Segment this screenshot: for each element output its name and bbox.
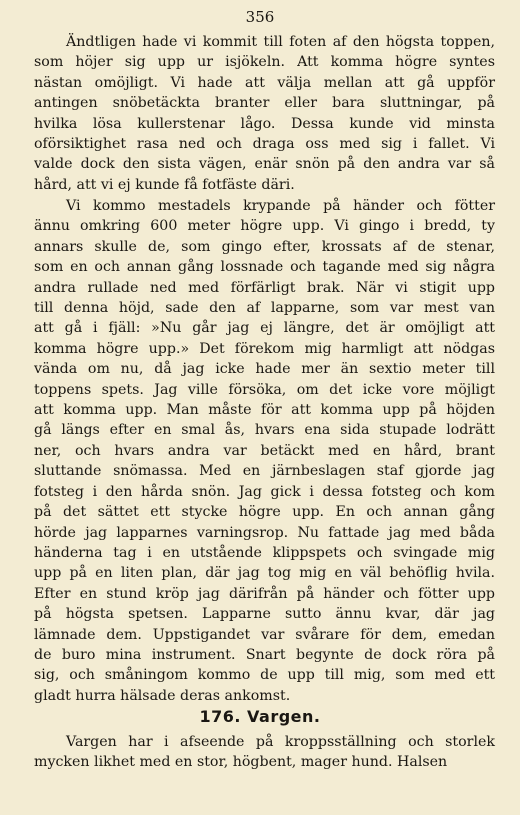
text-line: mycken likhet med en stor, högbent, mager hund. Halsen — [34, 754, 448, 771]
text-line: toppens spets. Jag ville försöka, om det icke vore möjligt — [34, 381, 495, 398]
text-line: hörde jag lapparnes varningsrop. Nu fattade jag med båda — [34, 524, 495, 541]
text-line: Efter en stund kröp jag därifrån på händer och fötter upp — [34, 585, 495, 602]
text-line: antingen snöbetäckta branter eller bara sluttningar, på — [34, 95, 495, 112]
text-line: ner, och hvars andra var betäckt med en hård, brant — [34, 442, 495, 459]
text-line: lämnade dem. Uppstigandet var svårare för dem, emedan — [34, 626, 495, 643]
text-line: som en och annan gång lossnade och tagande med sig några — [34, 259, 495, 276]
text-line: till denna höjd, sade den af lapparne, som var mest van — [34, 300, 495, 317]
text-line: hvilka lösa kullerstenar lågo. Dessa kunde vid minsta — [34, 115, 495, 132]
text-line: sig, och småningom kommo de upp till mig, som med ett — [34, 667, 495, 684]
text-line: Ändtligen hade vi kommit till foten af den högsta toppen, — [66, 34, 495, 50]
text-line: på det sättet ett stycke högre upp. En och annan gång — [34, 504, 495, 521]
text-line: nästan omöjligt. Vi hade att välja mellan att gå uppför — [34, 74, 495, 91]
text-line: hård, att vi ej kunde få fotfäste däri. — [34, 176, 295, 193]
text-line: gå längs efter en smal ås, hvars ena sida stupade lodrätt — [34, 422, 495, 439]
section-heading: 176. Vargen. — [199, 707, 321, 726]
paragraph-3 — [34, 732, 495, 773]
text-line: fotsteg i den hårda snön. Jag gick i dessa fotsteg och kom — [34, 483, 495, 500]
text-line: oförsiktighet rasa ned och draga oss med sig i fallet. Vi — [34, 136, 495, 153]
text-line: upp på en liten plan, där jag tog mig en väl behöflig hvila. — [34, 565, 495, 582]
text-line: som höjer sig upp ur isjökeln. Att komma högre syntes — [34, 54, 495, 71]
text-line: vända om nu, då jag icke hade mer än sextio meter till — [34, 361, 495, 378]
paragraph-2 — [34, 196, 495, 706]
text-line: händerna tag i en utstående klippspets och svingade mig — [34, 544, 495, 561]
text-line: sluttande snömassa. Med en järnbeslagen staf gjorde jag — [34, 463, 495, 480]
text-line: annars skulle de, som gingo efter, krossats af de stenar, — [34, 238, 495, 255]
text-line: på högsta spetsen. Lapparne sutto ännu kvar, där jag — [34, 606, 495, 623]
text-line: andra rullade ned med förfärligt brak. När vi stigit upp — [34, 279, 495, 296]
text-line: gladt hurra hälsade deras ankomst. — [34, 687, 291, 704]
text-line: ännu omkring 600 meter högre upp. Vi gingo i bredd, ty — [34, 218, 495, 235]
text-line: valde dock den sista vägen, enär snön på den andra var så — [34, 156, 495, 173]
text-line: att gå i fjäll: »Nu går jag ej längre, det är omöjligt att — [34, 320, 495, 337]
text-line: Vi kommo mestadels krypande på händer och fötter — [66, 198, 495, 214]
paragraph-1 — [34, 32, 495, 195]
page-number: 356 — [245, 8, 275, 26]
text-line: de buro mina instrument. Snart begynte de dock röra på — [34, 646, 495, 663]
text-line: Vargen har i afseende på kroppsställning och storlek — [66, 734, 495, 750]
text-line: komma högre upp.» Det förekom mig harmligt att nödgas — [34, 340, 495, 357]
text-line: att komma upp. Man måste för att komma upp på höjden — [34, 402, 495, 419]
